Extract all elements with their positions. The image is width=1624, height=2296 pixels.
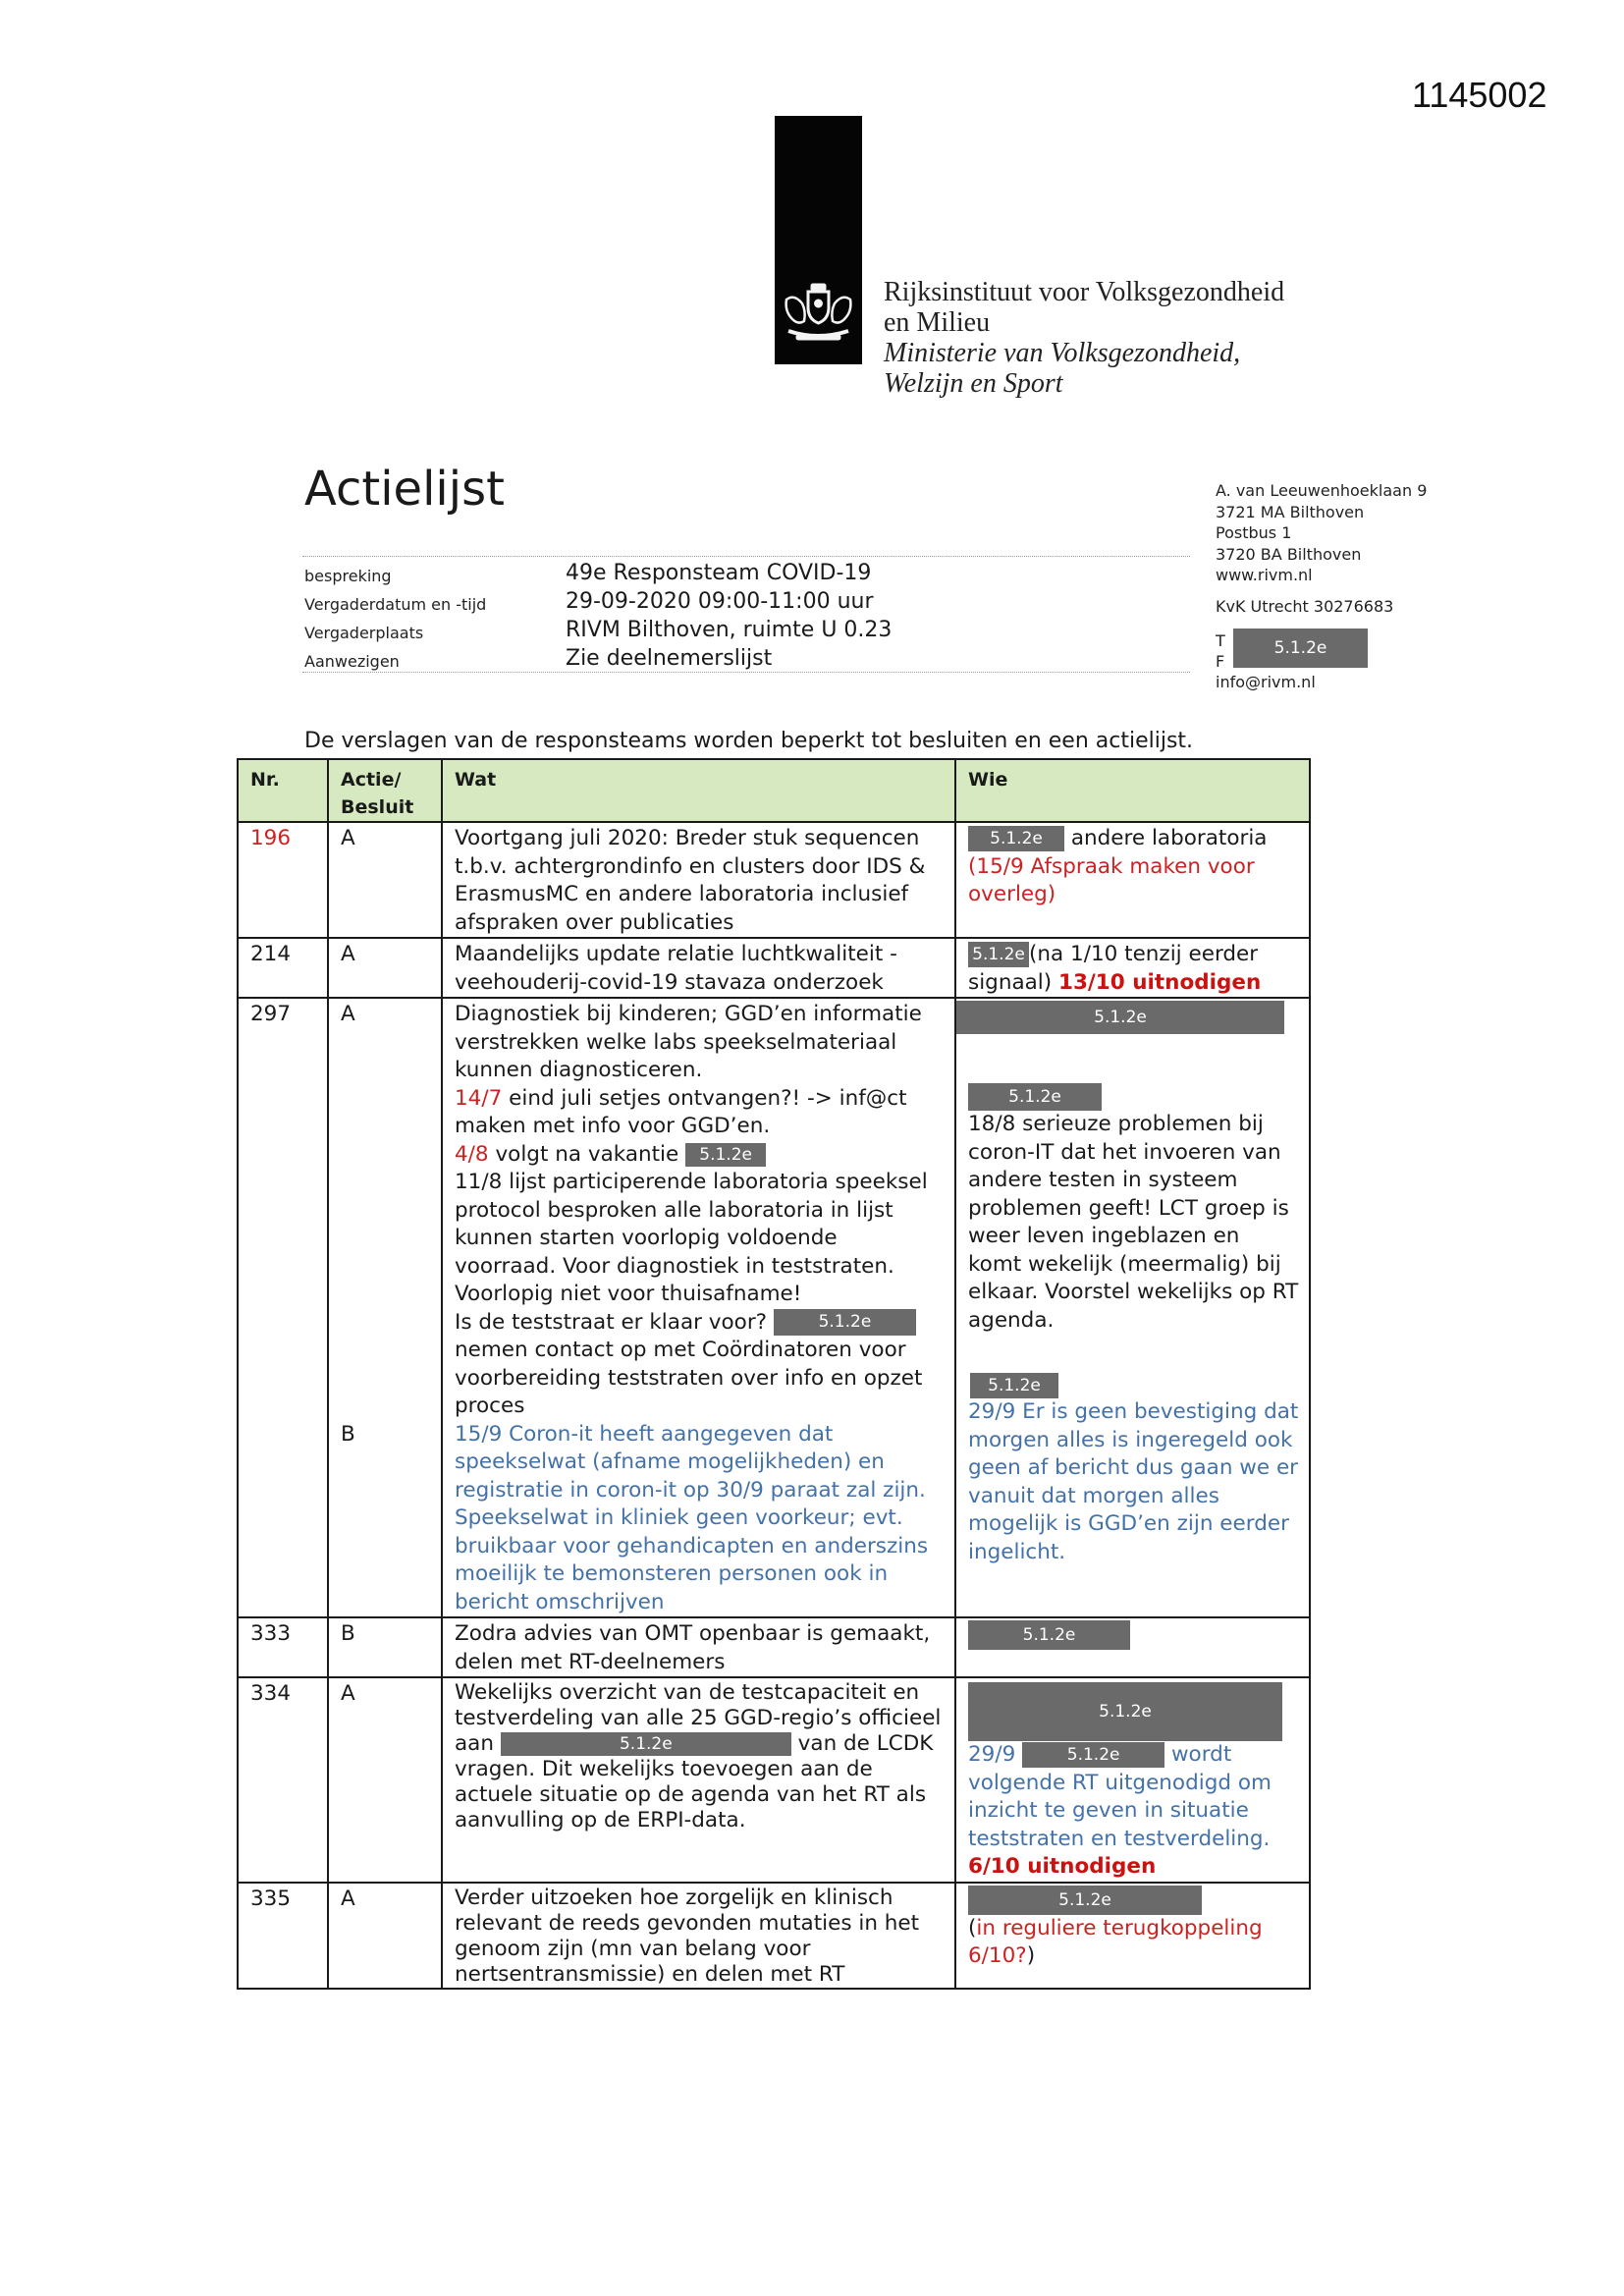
meeting-place-row <box>304 618 1168 646</box>
plaats-value: RIVM Bilthoven, ruimte U 0.23 <box>566 618 893 642</box>
row-nr: 335 <box>238 1883 328 1989</box>
wat-part: nemen contact op met Coördinatoren voor voorbereiding teststraten over info en opzet proces <box>455 1338 923 1418</box>
header-nr: Nr. <box>238 759 328 822</box>
row-actie: A <box>328 822 442 938</box>
row-wat: Maandelijks update relatie luchtkwaliteit - veehouderij-covid-19 stavaza onderzoek <box>442 938 955 998</box>
wat-date: 14/7 <box>455 1085 503 1111</box>
row-actie: A <box>328 938 442 998</box>
table-header-row <box>238 759 1310 822</box>
organization-name <box>884 277 1284 399</box>
row-nr: 334 <box>238 1677 328 1883</box>
row-wat: Zodra advies van OMT openbaar is gemaakt, delen met RT-deelnemers <box>442 1617 955 1677</box>
bespreking-value: 49e Responsteam COVID-19 <box>566 561 872 585</box>
wat-part <box>455 1141 945 1170</box>
wat-text: eind juli setjes ontvangen?! -> inf@ct maken met info voor GGD’en. <box>455 1085 907 1138</box>
row-actie <box>328 998 442 1617</box>
meeting-date-row <box>304 589 1168 618</box>
action-table <box>237 758 1311 1990</box>
wie-text: (na 1/10 tenzij eerder signaal) <box>968 942 1259 995</box>
datum-value: 29-09-2020 09:00-11:00 uur <box>566 589 874 614</box>
phone-fax <box>1216 630 1427 672</box>
table-row <box>238 1677 1310 1883</box>
header-actie: Actie/ Besluit <box>328 759 442 822</box>
redaction-block: 5.1.2e <box>970 1373 1058 1398</box>
row-wat <box>442 1677 955 1883</box>
table-row <box>238 938 1310 998</box>
bespreking-label: bespreking <box>304 567 392 585</box>
redaction-block: 5.1.2e <box>968 1620 1130 1650</box>
redaction-block: 5.1.2e <box>956 1001 1284 1034</box>
aanwezigen-value: Zie deelnemerslijst <box>566 646 773 671</box>
redaction-block: 5.1.2e <box>968 1886 1202 1915</box>
row-wie <box>955 1617 1310 1677</box>
crest-icon <box>781 278 856 347</box>
redaction-block: 5.1.2e <box>1233 629 1368 668</box>
divider <box>302 556 1190 557</box>
wat-date: 4/8 <box>455 1141 489 1167</box>
wie-text: andere laboratoria <box>1070 826 1268 850</box>
org-line-1: Rijksinstituut voor Volksgezondheid <box>884 277 1285 307</box>
table-row <box>238 998 1310 1617</box>
meeting-subject-row <box>304 561 1168 589</box>
wie-paren: ( <box>968 1915 977 1941</box>
table-row <box>238 1883 1310 1989</box>
wie-part: 29/9 Er is geen bevestiging dat morgen alles is ingeregeld ook geen af bericht dus gaan we er vanuit dat morgen alles mogelijk is GGD’en zijn eerder ingelicht. <box>968 1399 1299 1564</box>
row-wie <box>955 1883 1310 1989</box>
wie-deadline: 6/10 uitnodigen <box>968 1854 1157 1879</box>
row-nr: 214 <box>238 938 328 998</box>
wat-text: Wekelijks overzicht van de testcapaciteit en testverdeling van alle 25 GGD-regio’s officieel aan <box>455 1680 942 1756</box>
wie-text: wordt volgende RT uitgenodigd om inzicht te geven in situatie teststraten en testverdeling. <box>968 1742 1272 1851</box>
address-line-2: 3721 MA Bilthoven <box>1216 502 1365 521</box>
redaction-block: 5.1.2e <box>968 942 1029 967</box>
actie-a: A <box>341 1002 355 1026</box>
row-wie <box>955 1677 1310 1883</box>
row-actie: A <box>328 1677 442 1883</box>
table-row <box>238 1617 1310 1677</box>
wie-date: 29/9 <box>968 1742 1016 1767</box>
address-line-1: A. van Leeuwenhoeklaan 9 <box>1216 481 1428 500</box>
wat-text: volgt na vakantie <box>495 1141 679 1167</box>
row-actie: A <box>328 1883 442 1989</box>
wat-part: 11/8 lijst participerende laboratoria speeksel protocol besproken alle laboratoria in lijst kunnen starten voorlopig voldoende voorraad. Voor diagnostiek in teststraten. Voorlopig niet voor thuisafname! <box>455 1170 928 1306</box>
row-nr: 333 <box>238 1617 328 1677</box>
intro-text: De verslagen van de responsteams worden beperkt tot besluiten en een actielijst. <box>304 729 1194 753</box>
divider <box>302 672 1190 673</box>
wat-part: Diagnostiek bij kinderen; GGD’en informatie verstrekken welke labs speekselmateriaal kunnen diagnosticeren. <box>455 1002 922 1082</box>
spacer <box>341 1029 431 1421</box>
actie-b: B <box>341 1421 355 1447</box>
org-line-3: Ministerie van Volksgezondheid, <box>884 338 1241 368</box>
row-wie <box>955 822 1310 938</box>
government-logo <box>775 116 862 364</box>
redaction-block: 5.1.2e <box>774 1309 916 1336</box>
wie-note: in reguliere terugkoppeling 6/10? <box>968 1915 1263 1968</box>
table-row <box>238 822 1310 938</box>
document-number: 1145002 <box>1412 75 1547 115</box>
spacer <box>968 1034 1299 1083</box>
wat-part <box>455 1085 945 1141</box>
redaction-block: 5.1.2e <box>968 826 1064 851</box>
row-wie <box>955 938 1310 998</box>
wat-part <box>455 1309 945 1338</box>
email-address: info@rivm.nl <box>1216 673 1316 691</box>
fax-label: F <box>1216 652 1225 671</box>
redaction-block: 5.1.2e <box>968 1083 1102 1111</box>
wie-note: (15/9 Afspraak maken voor overleg) <box>968 853 1255 906</box>
redaction-block: 5.1.2e <box>968 1682 1282 1741</box>
row-wie <box>955 998 1310 1617</box>
row-wat <box>442 998 955 1617</box>
row-nr: 297 <box>238 998 328 1617</box>
address-line-3: Postbus 1 <box>1216 523 1292 542</box>
spacer <box>968 1335 1299 1373</box>
aanwezigen-label: Aanwezigen <box>304 652 400 671</box>
row-actie: B <box>328 1617 442 1677</box>
address-block <box>1216 480 1427 693</box>
row-nr: 196 <box>238 822 328 938</box>
redaction-block: 5.1.2e <box>501 1732 791 1756</box>
kvk-number: KvK Utrecht 30276683 <box>1216 596 1394 616</box>
wat-text: van de LCDK vragen. Dit wekelijks toevoegen aan de actuele situatie op de agenda van het RT als aanvulling op de ERPI-data. <box>455 1731 934 1832</box>
header-wie: Wie <box>955 759 1310 822</box>
wat-part: 15/9 Coron-it heeft aangegeven dat speekselwat (afname mogelijkheden) en registratie in coron-it op 30/9 paraat zal zijn. Speekselwat in kliniek geen voorkeur; evt. bruikbaar voor gehandicapten en anderszins moeilijk te bemonsteren personen ook in bericht omschrijven <box>455 1421 929 1614</box>
website: www.rivm.nl <box>1216 566 1313 584</box>
wie-paren: ) <box>1026 1943 1036 1968</box>
address-line-4: 3720 BA Bilthoven <box>1216 544 1362 564</box>
row-wat: Verder uitzoeken hoe zorgelijk en klinisch relevant de reeds gevonden mutaties in het genoom zijn (mn van belang voor nertsentransmissie) en delen met RT <box>442 1883 955 1989</box>
org-line-4: Welzijn en Sport <box>884 368 1063 399</box>
redaction-block: 5.1.2e <box>1022 1742 1164 1768</box>
header-wat: Wat <box>442 759 955 822</box>
redaction-block: 5.1.2e <box>685 1143 766 1167</box>
phone-label: T <box>1216 631 1225 650</box>
row-wat: Voortgang juli 2020: Breder stuk sequencen t.b.v. achtergrondinfo en clusters door IDS & ErasmusMC en andere laboratoria inclusief afspraken over publicaties <box>442 822 955 938</box>
meeting-attendees-row <box>304 646 1168 675</box>
wie-part: 18/8 serieuze problemen bij coron-IT dat het invoeren van andere testen in systeem problemen geeft! LCT groep is weer leven ingeblazen en komt wekelijk (meermalig) bij elkaar. Voorstel wekelijks op RT agenda. <box>968 1112 1299 1333</box>
org-line-2: en Milieu <box>884 307 991 338</box>
page-title: Actielijst <box>304 462 505 517</box>
datum-label: Vergaderdatum en -tijd <box>304 595 487 614</box>
wat-text: Is de teststraat er klaar voor? <box>455 1309 768 1335</box>
plaats-label: Vergaderplaats <box>304 624 424 642</box>
wie-deadline: 13/10 uitnodigen <box>1058 969 1262 995</box>
